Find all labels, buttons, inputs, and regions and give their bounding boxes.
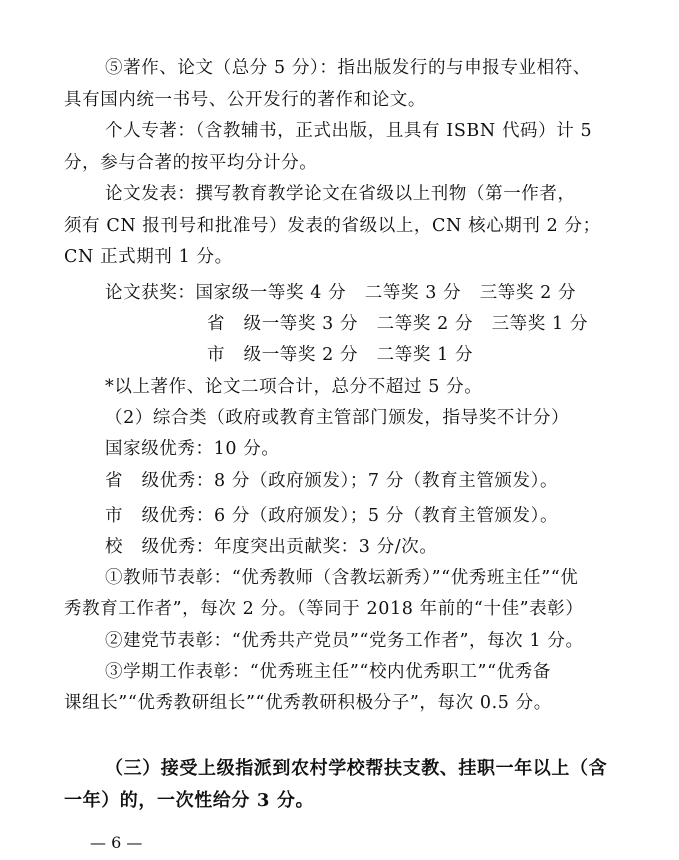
- text-line: ⑤著作、论文（总分 5 分）：指出版发行的与申报专业相符、: [105, 58, 591, 78]
- text-line: 个人专著：（含教辅书，正式出版，且具有 ISBN 代码）计 5: [105, 121, 593, 141]
- text-line: （2）综合类（政府或教育主管部门颁发，指导奖不计分）: [105, 408, 570, 428]
- text-line: ③学期工作表彰：“优秀班主任”“校内优秀职工”“优秀备: [105, 662, 551, 682]
- page-number: — 6 —: [90, 833, 143, 852]
- text-line: 课组长”“优秀教研组长”“优秀教研积极分子”，每次 0.5 分。: [64, 693, 552, 713]
- text-line: 论文获奖：国家级一等奖 4 分 二等奖 3 分 三等奖 2 分: [105, 283, 577, 303]
- text-line: 国家级优秀：10 分。: [105, 439, 280, 459]
- text-line: 市 级优秀：6 分（政府颁发）；5 分（教育主管颁发）。: [105, 506, 559, 526]
- text-line: 秀教育工作者”，每次 2 分。（等同于 2018 年前的“十佳”表彰）: [64, 599, 584, 619]
- text-line: 校 级优秀：年度突出贡献奖：3 分/次。: [105, 537, 438, 557]
- section-heading: 一年）的，一次性给分 3 分。: [64, 790, 315, 811]
- text-line: ①教师节表彰：“优秀教师（含教坛新秀）”“优秀班主任”“优: [105, 568, 579, 588]
- text-line: 具有国内统一书号、公开发行的著作和论文。: [64, 90, 426, 110]
- text-line: ②建党节表彰：“优秀共产党员”“党务工作者”，每次 1 分。: [105, 631, 584, 651]
- text-line: *以上著作、论文二项合计，总分不超过 5 分。: [105, 377, 483, 397]
- section-heading: （三）接受上级指派到农村学校帮扶支教、挂职一年以上（含: [105, 758, 608, 779]
- text-line: 论文发表：撰写教育教学论文在省级以上刊物（第一作者，: [105, 184, 576, 204]
- text-line: 须有 CN 报刊号和批准号）发表的省级以上，CN 核心期刊 2 分；: [64, 216, 601, 236]
- text-line: 市 级一等奖 2 分 二等奖 1 分: [207, 345, 474, 365]
- text-line: 省 级一等奖 3 分 二等奖 2 分 三等奖 1 分: [207, 314, 589, 334]
- text-line: 省 级优秀：8 分（政府颁发）；7 分（教育主管颁发）。: [105, 471, 559, 491]
- text-line: CN 正式期刊 1 分。: [64, 247, 233, 267]
- text-line: 分，参与合著的按平均分计分。: [64, 153, 318, 173]
